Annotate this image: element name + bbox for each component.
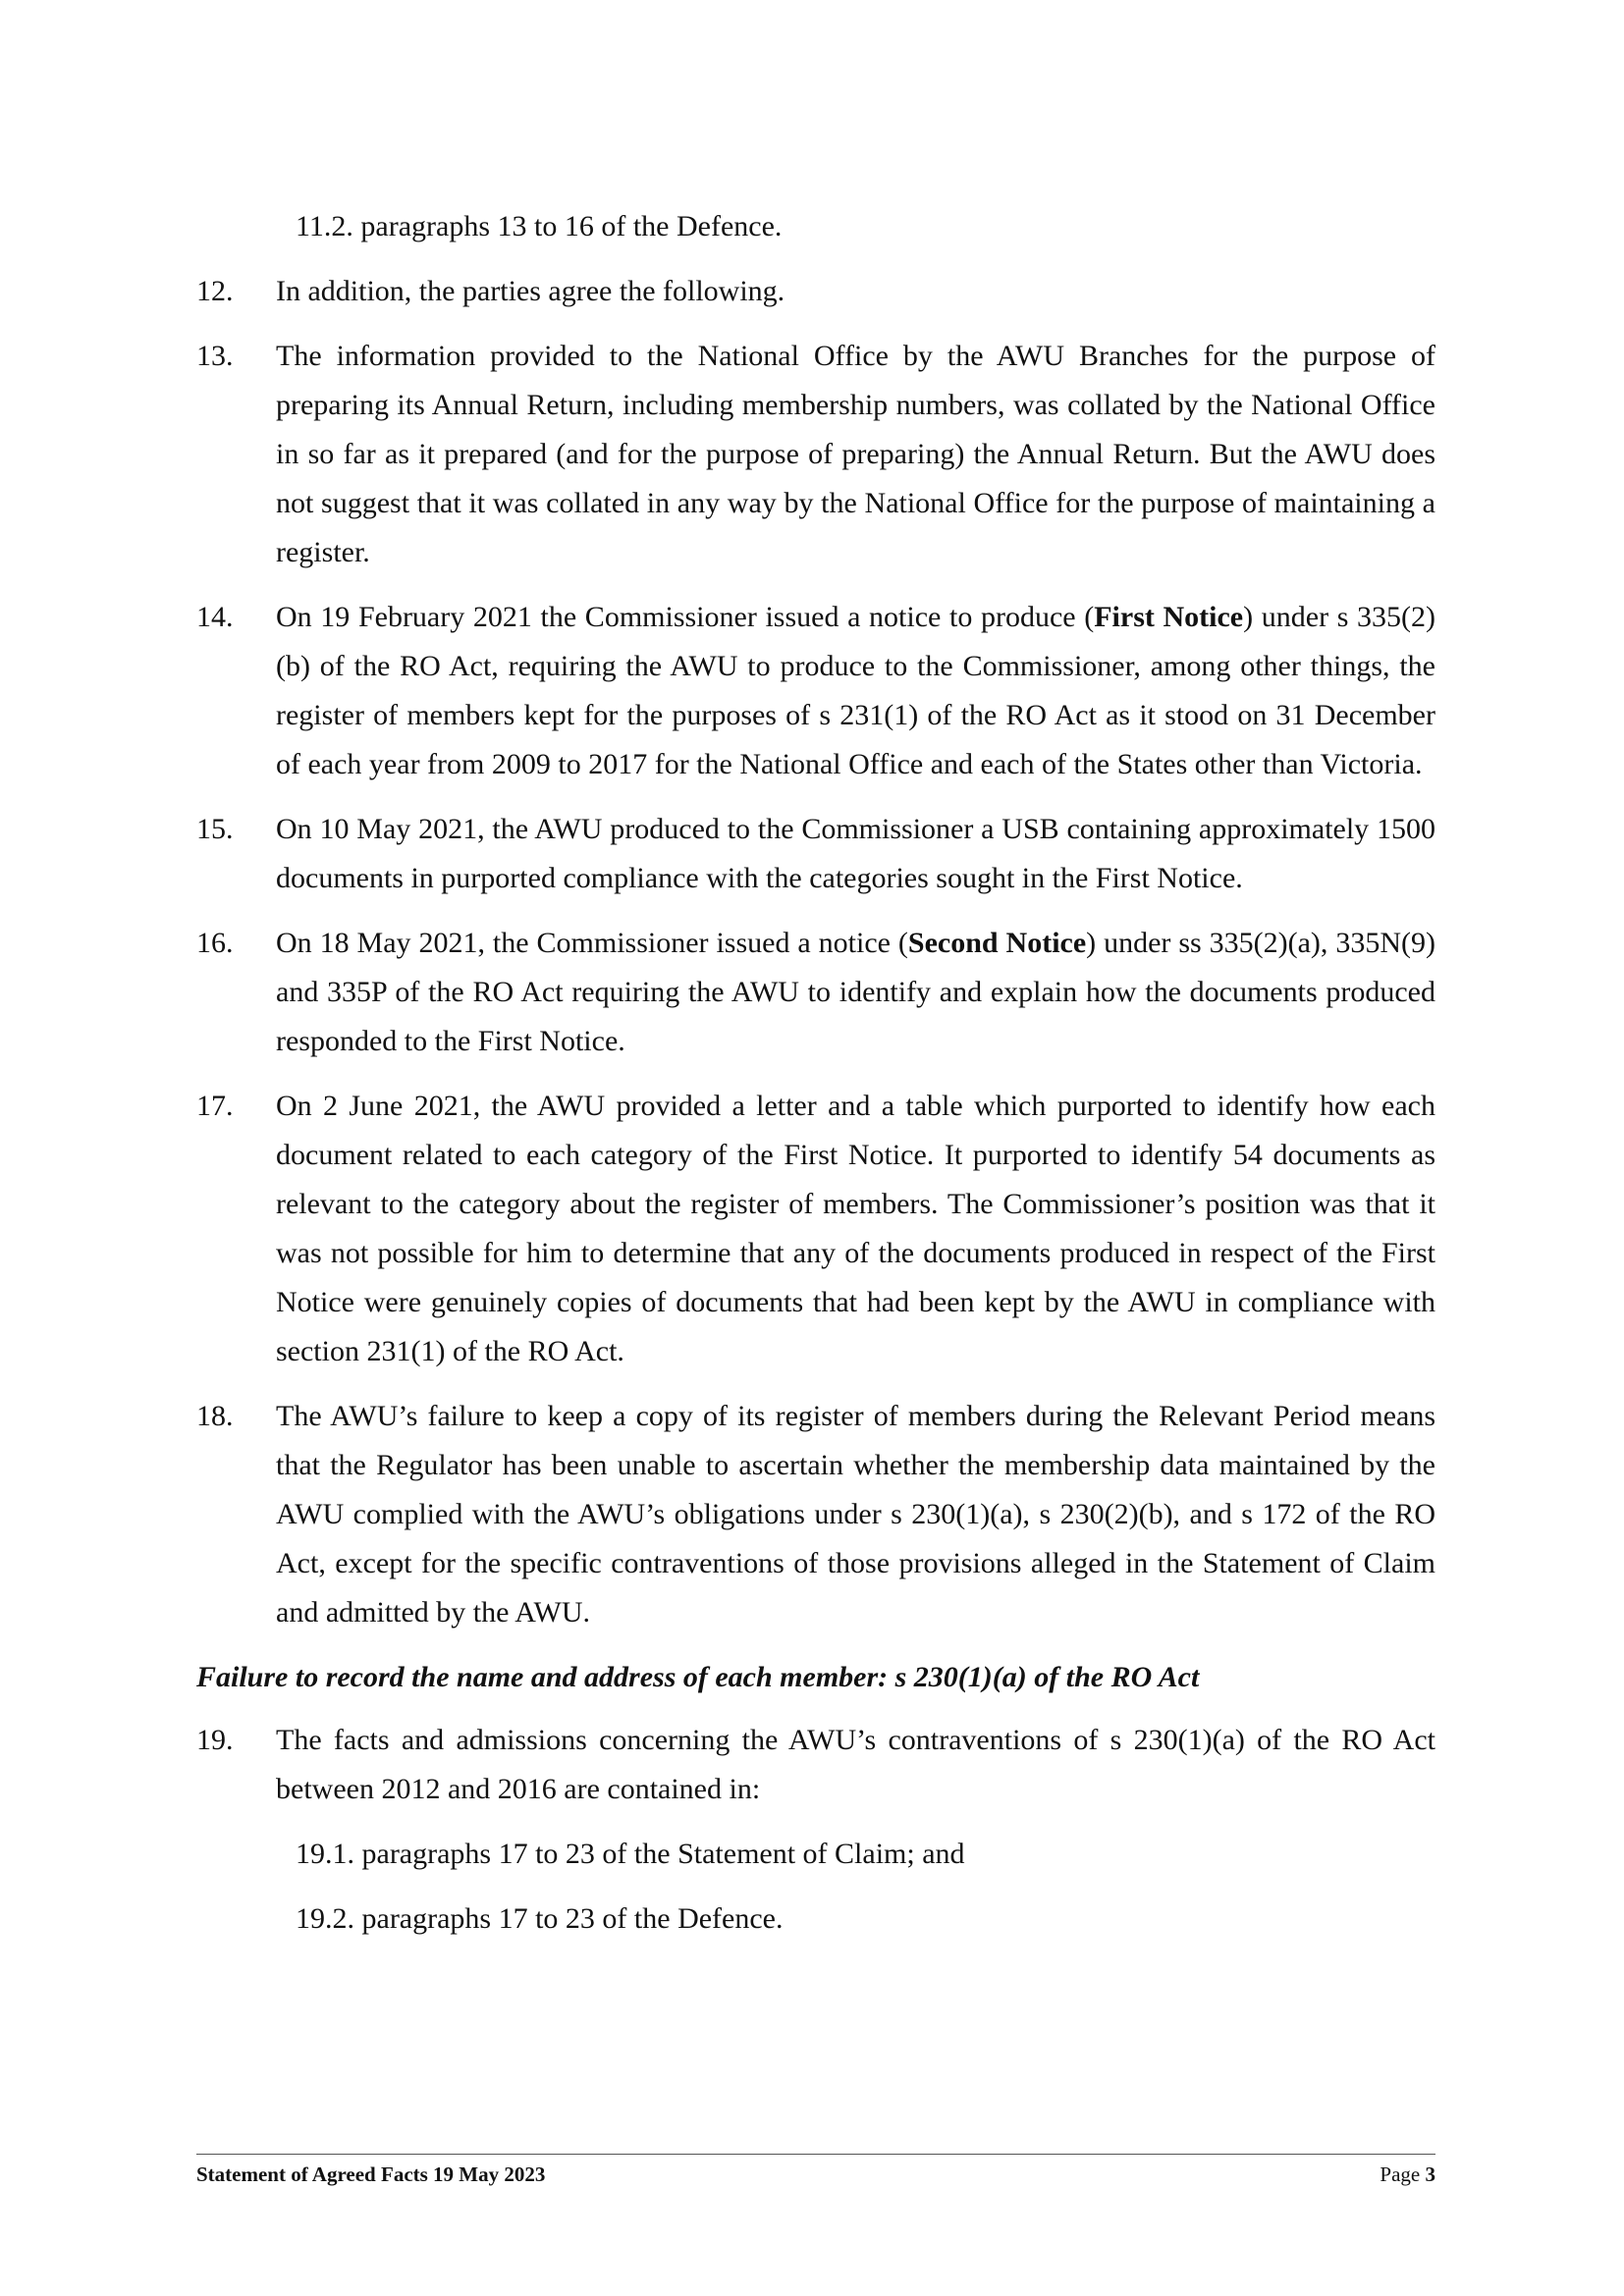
paragraph-number: 13.	[196, 340, 234, 372]
paragraph-text: In addition, the parties agree the following.	[276, 275, 785, 307]
paragraph-text: The information provided to the National Office by the AWU Branches for the purpose of preparing its Annual Return, including membership numbers, was collated by the National Office in so far as it prepared (and for the purpose of preparing) the Annual Return. But the AWU does not suggest that it was collated in any way by the National Office for the purpose of maintaining a register.	[276, 340, 1435, 568]
page-label: Page	[1380, 2163, 1421, 2186]
paragraph-text: The facts and admissions concerning the AWU’s contraventions of s 230(1)(a) of the RO Act between 2012 and 2016 are contained in:	[276, 1724, 1435, 1805]
paragraph-number: 17.	[196, 1090, 234, 1122]
page-number: 3	[1425, 2163, 1435, 2186]
paragraph-text: On 10 May 2021, the AWU produced to the Commissioner a USB containing approximately 1500 documents in purported compliance with the categories sought in the First Notice.	[276, 813, 1435, 894]
paragraph-number: 18.	[196, 1400, 234, 1432]
page-footer	[196, 2154, 1435, 2187]
paragraph-text-start: On 18 May 2021, the Commissioner issued a notice (	[276, 927, 908, 959]
paragraph-15	[196, 805, 1435, 903]
subparagraph-19-1	[196, 1830, 1435, 1879]
subparagraph-number: 19.2.	[296, 1902, 354, 1935]
paragraph-text: The AWU’s failure to keep a copy of its register of members during the Relevant Period means that the Regulator has been unable to ascertain whether the membership data maintained by the AWU complied with the AWU’s obligations under s 230(1)(a), s 230(2)(b), and s 172 of the RO Act, except for the specific contraventions of those provisions alleged in the Statement of Claim and admitted by the AWU.	[276, 1400, 1435, 1629]
subparagraph-number: 11.2.	[296, 210, 353, 242]
subparagraph-text: paragraphs 17 to 23 of the Statement of Claim; and	[361, 1838, 965, 1870]
footer-document-title: Statement of Agreed Facts 19 May 2023	[196, 2163, 546, 2186]
subparagraph-11-2	[196, 202, 1435, 251]
defined-term-second-notice: Second Notice	[907, 927, 1087, 959]
paragraph-text-start: On 19 February 2021 the Commissioner issued a notice to produce (	[276, 601, 1095, 633]
paragraph-14	[196, 593, 1435, 789]
paragraph-13	[196, 332, 1435, 577]
subparagraph-text: paragraphs 13 to 16 of the Defence.	[360, 210, 783, 242]
paragraph-17	[196, 1082, 1435, 1376]
footer-page-indicator	[1380, 2163, 1435, 2187]
paragraph-text-end: ) under ss 335(2)(a), 335N(9) and 335P of the RO Act requiring the AWU to identify and explain how the documents produced responded to the First Notice.	[276, 927, 1435, 1057]
paragraph-12	[196, 267, 1435, 316]
paragraph-text-end: ) under s 335(2)(b) of the RO Act, requiring the AWU to produce to the Commissioner, among other things, the register of members kept for the purposes of s 231(1) of the RO Act as it stood on 31 December of each year from 2009 to 2017 for the National Office and each of the States other than Victoria.	[276, 601, 1435, 780]
paragraph-number: 15.	[196, 813, 234, 845]
subparagraph-19-2	[196, 1895, 1435, 1944]
paragraph-19	[196, 1716, 1435, 1814]
paragraph-text: On 2 June 2021, the AWU provided a letter and a table which purported to identify how each document related to each category of the First Notice. It purported to identify 54 documents as relevant to the category about the register of members. The Commissioner’s position was that it was not possible for him to determine that any of the documents produced in respect of the First Notice were genuinely copies of documents that had been kept by the AWU in compliance with section 231(1) of the RO Act.	[276, 1090, 1435, 1367]
paragraph-18	[196, 1392, 1435, 1637]
paragraph-number: 14.	[196, 601, 234, 633]
paragraph-16	[196, 919, 1435, 1066]
section-heading: Failure to record the name and address of each member: s 230(1)(a) of the RO Act	[196, 1661, 1200, 1693]
subparagraph-text: paragraphs 17 to 23 of the Defence.	[361, 1902, 784, 1935]
paragraph-number: 19.	[196, 1724, 234, 1756]
paragraph-number: 12.	[196, 275, 234, 307]
subparagraph-number: 19.1.	[296, 1838, 354, 1870]
paragraph-number: 16.	[196, 927, 234, 959]
document-body	[196, 202, 1435, 1959]
defined-term-first-notice: First Notice	[1094, 601, 1244, 633]
